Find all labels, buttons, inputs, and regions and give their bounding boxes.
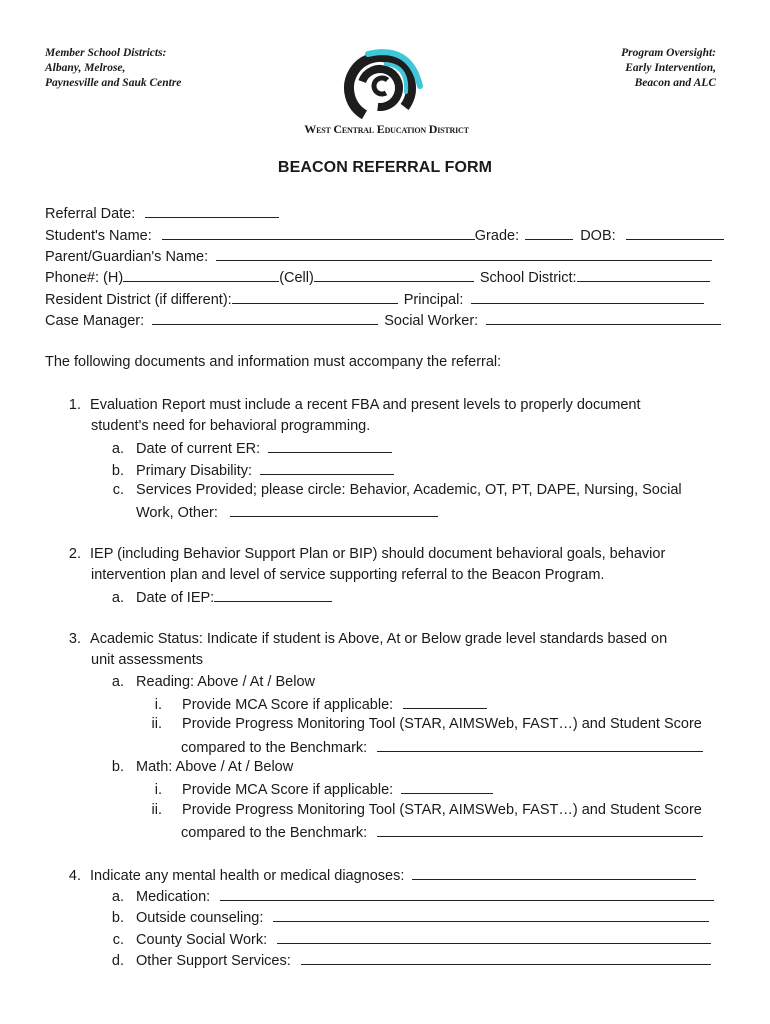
case-manager-label: Case Manager: [45,313,145,329]
item-2-line-2: intervention plan and level of service supporting referral to the Beacon Program. [91,567,605,583]
parent-row [45,246,712,266]
school-district-field[interactable] [577,267,710,282]
item-4d-label: Other Support Services: [136,953,291,969]
item-3b-ii-marker: ii. [151,802,162,818]
referral-date-row [45,203,279,223]
item-3b-ii-row-2 [181,822,703,842]
item-1-text: Evaluation Report must include a recent FBA and present levels to properly document [90,397,641,413]
item-4c-label: County Social Work: [136,932,268,948]
reading-benchmark-field[interactable] [377,737,703,752]
resident-district-row [45,289,704,309]
outside-counseling-field[interactable] [273,907,709,922]
program-oversight-line-2: Beacon and ALC [634,77,716,89]
phone-home-label: Phone#: (H) [45,270,124,286]
item-3b-ii-benchmark-label: compared to the Benchmark: [181,825,368,841]
student-name-label: Student's Name: [45,228,152,244]
item-3b-ii-row [136,801,702,819]
member-districts-line-1: Albany, Melrose, [45,62,126,74]
principal-field[interactable] [471,289,704,304]
item-4a-row [110,886,714,906]
student-name-field[interactable] [162,225,475,240]
item-4d-marker: d. [111,953,124,969]
member-districts-label: Member School Districts: [45,47,167,59]
item-4d-row [110,950,711,970]
math-mca-score-field[interactable] [401,779,493,794]
member-districts-line-2: Paynesville and Sauk Centre [45,77,182,89]
item-2-line-1 [67,545,665,563]
social-worker-label: Social Worker: [384,313,479,329]
item-3b-i-label: Provide MCA Score if applicable: [182,782,394,798]
program-oversight-line-1: Early Intervention, [625,62,716,74]
resident-district-label: Resident District (if different): [45,292,232,308]
item-1b-label: Primary Disability: [136,463,253,479]
item-4c-row [110,929,711,949]
item-2a-row [110,587,332,607]
item-2-number: 2. [68,546,81,562]
program-oversight [621,46,716,91]
case-manager-field[interactable] [152,310,378,325]
item-3b-marker: b. [111,759,124,775]
item-3a-marker: a. [111,674,124,690]
resident-district-field[interactable] [232,289,398,304]
item-2a-marker: a. [111,590,124,606]
item-3b-ii-label: Provide Progress Monitoring Tool (STAR, AIMSWeb, FAST…) and Student Score [182,802,702,818]
item-3-text: Academic Status: Indicate if student is Above, At or Below grade level standards based on [90,631,668,647]
item-1-number: 1. [68,397,81,413]
parent-label: Parent/Guardian's Name: [45,249,209,265]
intro-text: The following documents and information must accompany the referral: [45,354,502,370]
medication-field[interactable] [220,886,714,901]
item-3a-ii-row-2 [181,737,703,757]
services-other-field[interactable] [230,502,438,517]
iep-date-field[interactable] [214,587,332,602]
item-3a-label: Reading: Above / At / Below [136,674,315,690]
item-3a-ii-benchmark-label: compared to the Benchmark: [181,740,368,756]
county-social-work-field[interactable] [277,929,711,944]
other-support-services-field[interactable] [301,950,711,965]
item-4-line-1 [67,865,696,885]
phone-home-field[interactable] [123,267,279,282]
item-3-line-2: unit assessments [91,652,204,668]
current-er-date-field[interactable] [268,438,392,453]
item-4b-label: Outside counseling: [136,910,264,926]
logo-wordmark: West Central Education District [304,122,469,136]
item-3a-ii-marker: ii. [151,716,162,732]
case-manager-row [45,310,721,330]
social-worker-field[interactable] [486,310,721,325]
phone-cell-field[interactable] [314,267,474,282]
item-4b-marker: b. [111,910,124,926]
referral-date-field[interactable] [145,203,279,218]
item-3-line-1 [67,630,667,648]
primary-disability-field[interactable] [260,460,394,475]
item-4c-marker: c. [112,932,124,948]
item-4b-row [110,907,709,927]
item-3a-i-row [136,694,487,714]
reading-mca-score-field[interactable] [403,694,487,709]
item-4-number: 4. [68,868,81,884]
item-3-number: 3. [68,631,81,647]
student-name-row [45,225,724,245]
item-1a-row [110,438,392,458]
item-1a-label: Date of current ER: [136,441,261,457]
parent-field[interactable] [216,246,712,261]
item-4-text: Indicate any mental health or medical diagnoses: [90,868,405,884]
item-3a-i-marker: i. [154,697,162,713]
item-1b-row [110,460,394,480]
item-2-text: IEP (including Behavior Support Plan or BIP) should document behavioral goals, behavior [90,546,666,562]
item-3b-i-marker: i. [154,782,162,798]
dob-label: DOB: [580,228,616,244]
item-1c-other-label: Work, Other: [136,505,218,521]
item-1-line-1 [67,396,641,414]
item-1c-row-2 [136,502,438,522]
item-3a-row [110,673,315,691]
item-3b-label: Math: Above / At / Below [136,759,294,775]
item-1c-row [110,481,682,499]
school-district-label: School District: [479,270,577,286]
math-benchmark-field[interactable] [377,822,703,837]
item-2a-label: Date of IEP: [136,590,215,606]
item-3a-i-label: Provide MCA Score if applicable: [182,697,394,713]
item-1c-label: Services Provided; please circle: Behavior, Academic, OT, PT, DAPE, Nursing, Social [136,482,682,498]
item-3a-ii-row [136,715,702,733]
item-1a-marker: a. [111,441,124,457]
item-4a-marker: a. [111,889,124,905]
referral-date-label: Referral Date: [45,206,136,222]
item-1c-marker: c. [112,482,124,498]
item-4a-label: Medication: [136,889,211,905]
item-3b-row [110,758,293,776]
form-title: BEACON REFERRAL FORM [277,159,493,176]
diagnoses-field[interactable] [412,865,696,880]
item-3b-i-row [136,779,493,799]
item-3a-ii-label: Provide Progress Monitoring Tool (STAR, AIMSWeb, FAST…) and Student Score [182,716,702,732]
principal-label: Principal: [403,292,464,308]
item-1b-marker: b. [111,463,124,479]
program-oversight-label: Program Oversight: [621,47,716,59]
dob-field[interactable] [626,225,724,240]
phone-cell-label: (Cell) [279,270,314,286]
grade-label: Grade: [474,228,520,244]
grade-field[interactable] [525,225,573,240]
member-districts [45,46,181,91]
item-1-line-2: student's need for behavioral programming. [91,418,371,434]
wced-logo [298,46,473,141]
phone-row [45,267,710,287]
